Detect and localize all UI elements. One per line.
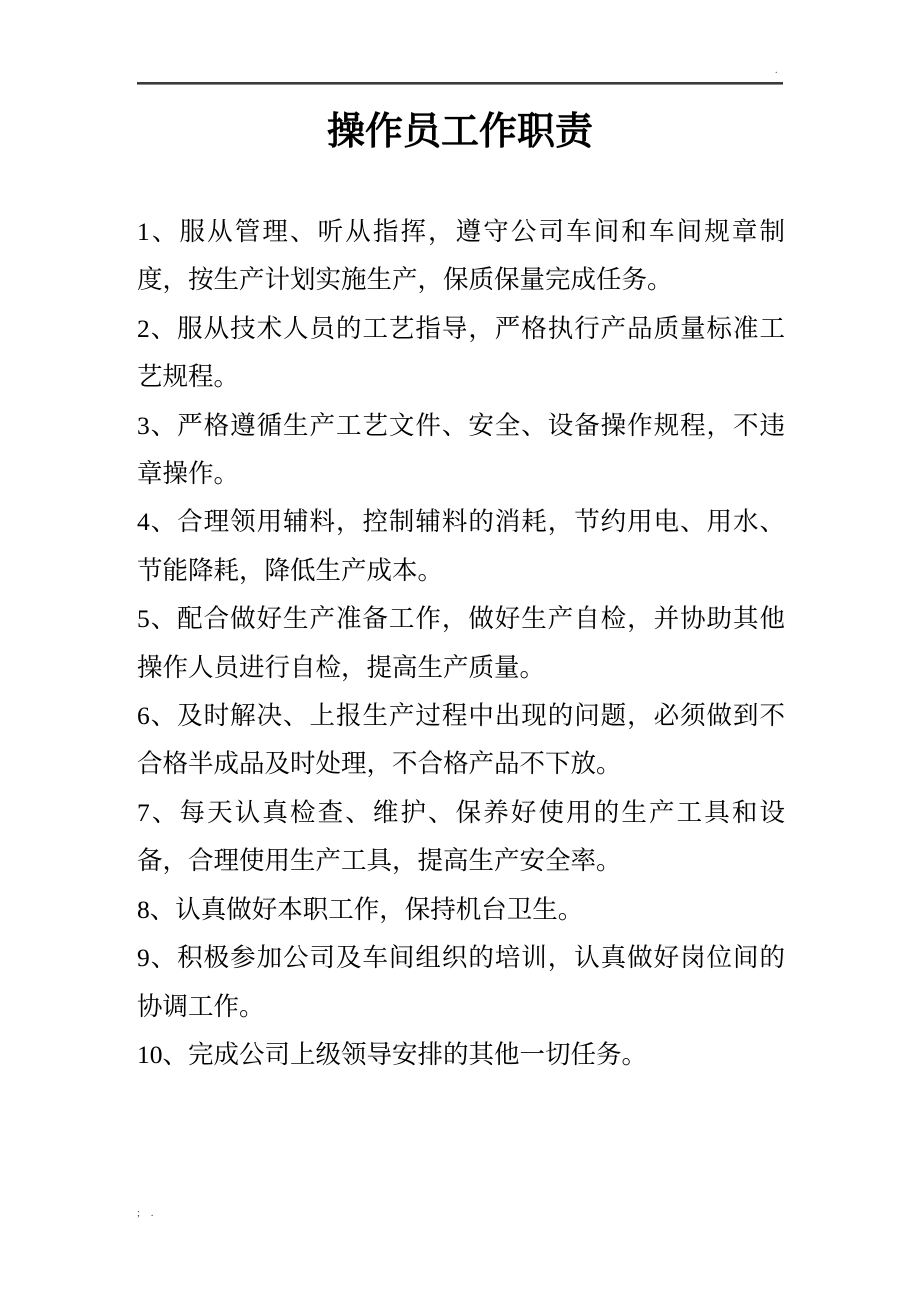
list-item-5: 5、配合做好生产准备工作，做好生产自检，并协助其他操作人员进行自检，提高生产质量。 [137,604,785,682]
header-rule [137,82,783,85]
footer-stray-mark: ; . [137,1207,158,1219]
page-title: 操作员工作职责 [326,111,593,153]
list-item-4: 4、合理领用辅料，控制辅料的消耗，节约用电、用水、节能降耗，降低生产成本。 [137,507,785,585]
list-item-10: 10、完成公司上级领导安排的其他一切任务。 [137,1039,648,1069]
list-item-9: 9、积极参加公司及车间组织的培训，认真做好岗位间的协调工作。 [137,943,785,1021]
list-item-3: 3、严格遵循生产工艺文件、安全、设备操作规程，不违章操作。 [137,410,785,489]
list-item-1: 1、服从管理、听从指挥，遵守公司车间和车间规章制度，按生产计划实施生产，保质保量完成任务。 [137,217,785,295]
responsibility-list [137,208,785,1079]
header-stray-mark: . [775,65,778,76]
list-item-2: 2、服从技术人员的工艺指导，严格执行产品质量标准工艺规程。 [137,313,785,392]
list-item-7: 7、每天认真检查、维护、保养好使用的生产工具和设备，合理使用生产工具，提高生产安全率。 [137,797,785,876]
list-item-8: 8、认真做好本职工作，保持机台卫生。 [137,894,584,924]
list-item-6: 6、及时解决、上报生产过程中出现的问题，必须做到不合格半成品及时处理，不合格产品不下放。 [137,701,785,779]
